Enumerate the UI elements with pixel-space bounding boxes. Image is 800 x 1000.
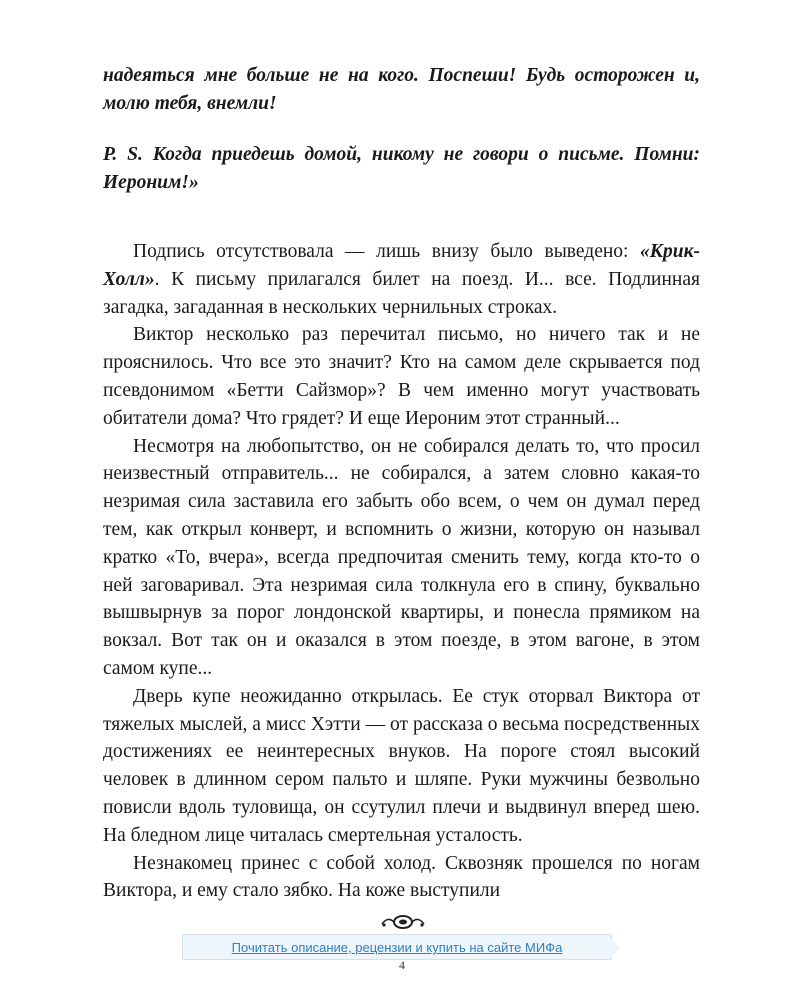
paragraph-4: Дверь купе неожиданно открылась. Ее стук оторвал Виктора от тяжелых мыслей, а мисс Хэтти — от рассказа о весьма посредственных достижениях ее неинтересных внуков. На пороге стоял высокий человек в длинном сером пальто и шляпе. Руки мужчины безвольно повисли вдоль туловища, он ссутулил плечи и выдвинул вперед шею. На бледном лице читалась смертельная усталость.	[103, 685, 700, 846]
paragraph-1-start: Подпись отсутствовала — лишь внизу было выведено:	[133, 241, 641, 262]
place-name: «Крик-Холл»	[103, 241, 700, 290]
buy-book-link-label: Почитать описание, рецензии и купить на сайте МИФа	[231, 940, 563, 955]
paragraph-3: Несмотря на любопытство, он не собирался делать то, что просил неизвестный отправитель... не собирался, а затем словно какая-то незримая сила заставила его забыть обо всем, о чем он думал перед тем, как открыл конверт, и вспомнить о жизни, которую он называл кратко «То, вчера», всегда предпочитая сменить тему, когда кто-то о ней заговаривал. Эта незримая сила толкнула его в спину, буквально вышвырнув за порог лондонской квартиры, и понесла прямиком на вокзал. Вот так он и оказался в этом поезде, в этом вагоне, в этом самом купе...	[103, 435, 700, 679]
buy-book-link[interactable]	[182, 934, 612, 960]
paragraph-1	[103, 238, 700, 321]
page-number: 4	[399, 958, 405, 972]
letter-text-1: надеяться мне больше не на кого. Поспеши! Будь осторожен и, молю тебя, внемли!	[103, 65, 700, 114]
ornament-icon	[380, 912, 426, 930]
paragraph-5: Незнакомец принес с собой холод. Сквозняк прошелся по ногам Виктора, и ему стало зябко. На коже выступили	[103, 852, 700, 902]
paragraph-1-end: . К письму прилагался билет на поезд. И... все. Подлинная загадка, загаданная в нескольких чернильных строках.	[103, 268, 700, 318]
paragraph-2: Виктор несколько раз перечитал письмо, но ничего так и не прояснилось. Что все это значит? Кто на самом деле скрывается под псевдонимом «Бетти Сайзмор»? В чем именно могут участвовать обитатели дома? Что грядет? И еще Иероним этот странный...	[103, 324, 700, 429]
book-page	[103, 62, 700, 905]
link-arrow-icon	[611, 939, 620, 957]
letter-postscript: P. S. Когда приедешь домой, никому не говори о письме. Помни: Иероним!»	[103, 144, 700, 193]
